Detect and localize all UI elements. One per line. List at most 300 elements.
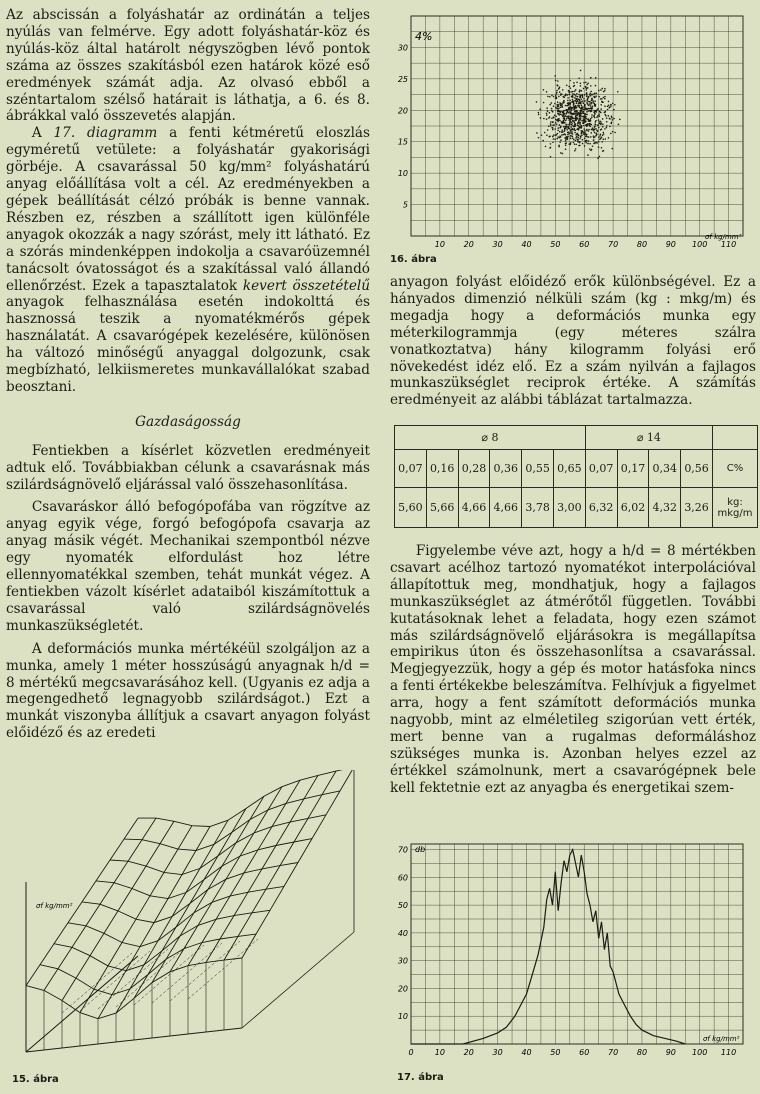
- data-point: [560, 113, 562, 115]
- data-point: [559, 111, 561, 113]
- results-table: [394, 425, 758, 528]
- data-point: [555, 80, 557, 82]
- text-run: anyagok felhasználása esetén indokolttá és hasznossá teszik a nyomatékmérős gépek használatát. A csavarógépek kezelésére, különösen ha változó minőségű anyaggal dolgozunk, csak megbízható, lelkiismeretes munkavállalókat szabad beosztani.: [6, 294, 370, 395]
- data-point: [565, 148, 567, 150]
- data-point: [552, 124, 554, 126]
- data-point: [600, 121, 602, 123]
- data-point: [610, 133, 612, 135]
- data-point: [538, 137, 540, 139]
- data-point: [591, 116, 593, 118]
- data-point: [576, 133, 578, 135]
- data-point: [572, 135, 574, 137]
- data-point: [559, 104, 561, 106]
- data-point: [610, 123, 612, 125]
- paragraph: Figyelembe véve azt, hogy a h/d = 8 mértékben csavart acélhoz tartozó nyomatékot interpolációval állapítottuk meg, mondhatjuk, hogy a fajlagos munkaszükséglet az átmérőtől független. További kutatásoknak lehet a feladata, hogy ezen számot más szilárdságnövelő eljárásokra is megállapítsa empirikus úton és összehasonlítsa a csavarással. Megjegyezzük, hogy a gép és motor hatásfoka nincs a fenti értékekbe beleszámítva. Felhívjuk a figyelmet arra, hogy a fent számított deformációs munka nagyobb, mint az elméletileg szigorúan vett érték, mert benne van a rugalmas deformáláshoz szükséges munka is. Azonban helyes ezzel az értékkel számolnunk, mert a csavarógépnek bele kell fektetnie ezt az anyagba és energetikai szem-: [390, 543, 756, 796]
- data-point: [608, 104, 610, 106]
- data-point: [588, 129, 590, 131]
- data-point: [572, 129, 574, 131]
- data-point: [581, 132, 583, 134]
- data-point: [590, 85, 592, 87]
- data-point: [605, 111, 607, 113]
- data-point: [558, 88, 560, 90]
- data-point: [564, 133, 566, 135]
- data-point: [608, 101, 610, 103]
- table-cell: 4,66: [490, 488, 522, 528]
- x-tick-label: 90: [665, 240, 676, 249]
- caption-17: 17. ábra: [397, 1072, 444, 1083]
- data-point: [571, 101, 573, 103]
- x-tick-label: 50: [550, 240, 561, 249]
- data-point: [579, 91, 581, 93]
- data-point: [570, 119, 572, 121]
- data-point: [582, 112, 584, 114]
- caption-15: 15. ábra: [12, 1074, 59, 1085]
- data-point: [580, 85, 582, 87]
- data-point: [576, 107, 578, 109]
- data-point: [579, 103, 581, 105]
- data-point: [565, 138, 567, 140]
- data-point: [584, 113, 586, 115]
- data-point: [565, 124, 567, 126]
- data-point: [573, 128, 575, 130]
- data-point: [595, 85, 597, 87]
- data-point: [554, 128, 556, 130]
- data-point: [536, 132, 538, 134]
- data-point: [568, 86, 570, 88]
- data-point: [543, 89, 545, 91]
- data-point: [619, 119, 621, 121]
- data-point: [559, 124, 561, 126]
- data-point: [587, 125, 589, 127]
- data-point: [551, 110, 553, 112]
- data-point: [590, 136, 592, 138]
- data-point: [572, 120, 574, 122]
- y-tick-label: 30: [397, 43, 408, 53]
- data-point: [594, 117, 596, 119]
- data-point: [610, 105, 612, 107]
- data-point: [569, 100, 571, 102]
- data-point: [564, 122, 566, 124]
- x-tick-label: 60: [579, 1048, 590, 1057]
- data-point: [574, 150, 576, 152]
- data-point: [594, 141, 596, 143]
- data-point: [575, 89, 577, 91]
- group-header-8: ⌀ 8: [395, 426, 586, 450]
- data-point: [585, 136, 587, 138]
- data-point: [568, 124, 570, 126]
- data-point: [580, 82, 582, 84]
- data-point: [570, 142, 572, 144]
- data-point: [578, 94, 580, 96]
- data-point: [582, 139, 584, 141]
- data-point: [549, 96, 551, 98]
- data-point: [581, 99, 583, 101]
- data-point: [538, 114, 540, 116]
- data-point: [546, 112, 548, 114]
- data-point: [583, 125, 585, 127]
- data-point: [546, 114, 548, 116]
- data-point: [574, 122, 576, 124]
- data-point: [568, 94, 570, 96]
- data-point: [592, 106, 594, 108]
- data-point: [586, 96, 588, 98]
- data-point: [569, 80, 571, 82]
- empty-cell: [712, 426, 757, 450]
- data-point: [589, 108, 591, 110]
- data-point: [585, 81, 587, 83]
- data-point: [609, 126, 611, 128]
- data-point: [572, 93, 574, 95]
- data-point: [561, 103, 563, 105]
- data-point: [568, 103, 570, 105]
- data-point: [556, 90, 558, 92]
- data-point: [581, 126, 583, 128]
- data-point: [567, 136, 569, 138]
- data-point: [584, 94, 586, 96]
- data-point: [584, 145, 586, 147]
- data-point: [606, 121, 608, 123]
- data-point: [584, 100, 586, 102]
- data-point: [600, 133, 602, 135]
- x-tick-label: 40: [521, 1048, 532, 1057]
- data-point: [594, 136, 596, 138]
- data-point: [598, 136, 600, 138]
- figure-15: [4, 770, 372, 1070]
- data-point: [594, 126, 596, 128]
- data-point: [605, 115, 607, 117]
- scatter-plot: [385, 6, 757, 268]
- data-point: [550, 143, 552, 145]
- data-point: [608, 115, 610, 117]
- text-run: A: [31, 125, 54, 142]
- data-point: [575, 110, 577, 112]
- data-point: [576, 139, 578, 141]
- data-point: [581, 110, 583, 112]
- table-cell: 0,56: [681, 450, 713, 488]
- x-tick-label: 10: [434, 240, 445, 249]
- data-point: [587, 118, 589, 120]
- data-point: [575, 95, 577, 97]
- data-point: [595, 77, 597, 79]
- data-point: [579, 122, 581, 124]
- data-point: [576, 82, 578, 84]
- data-point: [573, 103, 575, 105]
- data-point: [604, 90, 606, 92]
- surface-line: [188, 780, 300, 966]
- x-tick-label: 30: [492, 240, 503, 249]
- data-point: [594, 105, 596, 107]
- x-tick-label: 80: [636, 1048, 648, 1057]
- surface-line: [116, 820, 228, 1013]
- data-point: [570, 135, 572, 137]
- data-point: [603, 139, 605, 141]
- data-point: [599, 115, 601, 117]
- data-point: [602, 134, 604, 136]
- data-point: [556, 138, 558, 140]
- section-heading: Gazdaságosság: [135, 413, 241, 430]
- data-point: [546, 91, 548, 93]
- data-point: [575, 148, 577, 150]
- data-point: [598, 141, 600, 143]
- data-point: [594, 104, 596, 106]
- unit-cell: [712, 488, 757, 528]
- y-tick-label: 30: [397, 956, 408, 966]
- data-point: [553, 105, 555, 107]
- data-point: [582, 94, 584, 96]
- data-point: [578, 145, 580, 147]
- data-point: [553, 134, 555, 136]
- data-point: [569, 107, 571, 109]
- data-point: [557, 113, 559, 115]
- data-point: [578, 125, 580, 127]
- data-point: [562, 153, 564, 155]
- data-point: [580, 70, 582, 72]
- data-point: [553, 138, 555, 140]
- data-point: [580, 114, 582, 116]
- figure-17: [385, 836, 757, 1068]
- data-point: [570, 126, 572, 128]
- data-point: [586, 102, 588, 104]
- paragraph: Csavaráskor álló befogópofába van rögzítve az anyag egyik vége, forgó befogópofa csavarja az anyag másik végét. Mechanikai szempontból nézve egy nyomaték elfordulást hoz létre ellennyomatékkal szemben, tehát munkát végez. A fentiekben vázolt kísérlet adataiból kiszámítottuk a csavarással való szilárdságnövelés munkaszükségletét.: [6, 499, 370, 634]
- unit-top: kg:: [727, 496, 743, 508]
- data-point: [559, 102, 561, 104]
- data-point: [613, 109, 615, 111]
- corner-label: 4%: [415, 30, 433, 43]
- data-point: [608, 107, 610, 109]
- data-point: [560, 93, 562, 95]
- data-point: [604, 105, 606, 107]
- data-point: [612, 131, 614, 133]
- data-point: [553, 96, 555, 98]
- data-point: [554, 75, 556, 77]
- data-point: [580, 115, 582, 117]
- surface-line: [170, 787, 282, 972]
- data-point: [587, 83, 589, 85]
- data-point: [592, 94, 594, 96]
- data-point: [539, 108, 541, 110]
- surface-line: [206, 775, 318, 962]
- data-point: [557, 118, 559, 120]
- table-cell: 3,26: [681, 488, 713, 528]
- data-point: [574, 97, 576, 99]
- data-point: [585, 86, 587, 88]
- data-point: [570, 112, 572, 114]
- data-point: [570, 120, 572, 122]
- data-point: [587, 123, 589, 125]
- data-point: [565, 144, 567, 146]
- data-point: [589, 103, 591, 105]
- data-point: [568, 90, 570, 92]
- data-point: [565, 105, 567, 107]
- data-point: [582, 96, 584, 98]
- data-point: [595, 110, 597, 112]
- data-point: [571, 131, 573, 133]
- data-point: [588, 120, 590, 122]
- data-point: [585, 108, 587, 110]
- surface-line: [134, 809, 246, 999]
- y-tick-label: 10: [397, 1012, 408, 1022]
- data-point: [546, 107, 548, 109]
- data-point: [566, 126, 568, 128]
- data-point: [572, 137, 574, 139]
- data-point: [606, 117, 608, 119]
- data-point: [586, 84, 588, 86]
- x-tick-label: 90: [665, 1048, 676, 1057]
- data-point: [583, 128, 585, 130]
- right-column-top: [390, 274, 756, 409]
- data-point: [601, 147, 603, 149]
- data-point: [561, 134, 563, 136]
- data-point: [542, 140, 544, 142]
- surface-line: [124, 791, 340, 851]
- data-point: [589, 126, 591, 128]
- data-point: [589, 143, 591, 145]
- data-point: [576, 102, 578, 104]
- data-point: [583, 98, 585, 100]
- caption-16: 16. ábra: [390, 254, 437, 265]
- data-point: [565, 94, 567, 96]
- data-point: [582, 130, 584, 132]
- data-point: [591, 124, 593, 126]
- data-point: [570, 129, 572, 131]
- data-point: [574, 124, 576, 126]
- data-point: [589, 94, 591, 96]
- data-point: [604, 128, 606, 130]
- data-point: [586, 94, 588, 96]
- data-point: [593, 96, 595, 98]
- data-point: [601, 128, 603, 130]
- data-point: [552, 122, 554, 124]
- data-point: [565, 142, 567, 144]
- surface-line: [98, 827, 210, 1019]
- y-tick-label: 50: [397, 901, 408, 911]
- data-point: [581, 104, 583, 106]
- y-tick-label: 5: [402, 200, 408, 210]
- data-point: [549, 135, 551, 137]
- data-point: [589, 110, 591, 112]
- data-point: [554, 138, 556, 140]
- data-point: [597, 130, 599, 132]
- data-point: [609, 118, 611, 120]
- data-point: [595, 135, 597, 137]
- data-point: [556, 134, 558, 136]
- table-cell: 0,65: [553, 450, 585, 488]
- data-point: [570, 110, 572, 112]
- paragraph: Az abscissán a folyáshatár az ordinátán a teljes nyúlás van felmérve. Egy adott folyáshatár-köz és nyúlás-köz által határolt négyszögben lévő pontok száma az összes szakításból ezen határok közé eső eredmények számát adja. Az olvasó ebből a széntartalom szélső határait is láthatja, a 6. és 8. ábrákkal való összevetés alapján.: [6, 7, 370, 125]
- data-point: [595, 120, 597, 122]
- data-point: [558, 145, 560, 147]
- surface-line: [152, 796, 264, 982]
- data-point: [584, 118, 586, 120]
- data-point: [550, 156, 552, 158]
- data-point: [584, 105, 586, 107]
- data-point: [556, 123, 558, 125]
- data-point: [617, 91, 619, 93]
- table-cell: 0,28: [458, 450, 490, 488]
- data-point: [599, 156, 601, 158]
- data-point: [607, 109, 609, 111]
- data-point: [585, 140, 587, 142]
- data-point: [575, 118, 577, 120]
- unit-cell: C%: [712, 450, 757, 488]
- data-point: [591, 99, 593, 101]
- paragraph: A deformációs munka mértékéül szolgáljon az a munka, amely 1 méter hosszúságú anyagnak h/d = 8 mértékű megcsavarásához kell. (Ugyanis ez adja a megengedhető legnagyobb szilárdságot.) Ezt a munkát viszonyba állítjuk a csavart anyagon folyást előidéző és az eredeti: [6, 640, 370, 742]
- axis-unit: σf kg/mm²: [705, 233, 742, 241]
- data-point: [540, 117, 542, 119]
- data-point: [578, 77, 580, 79]
- data-point: [547, 96, 549, 98]
- data-point: [565, 120, 567, 122]
- data-point: [556, 92, 558, 94]
- data-point: [571, 118, 573, 120]
- x-tick-label: 100: [692, 1048, 708, 1057]
- data-point: [602, 123, 604, 125]
- data-point: [571, 115, 573, 117]
- data-point: [593, 135, 595, 137]
- data-point: [580, 94, 582, 96]
- figure-16: [385, 6, 757, 268]
- data-point: [592, 145, 594, 147]
- paragraph: [6, 125, 370, 396]
- data-point: [580, 101, 582, 103]
- data-point: [577, 135, 579, 137]
- data-point: [592, 100, 594, 102]
- left-column: [6, 7, 370, 742]
- text-run: a fenti kétméretű eloszlás egyméretű vetülete: a folyáshatár gyakorisági görbéje. A csavarással 50 kg/mm² folyáshatárú anyag előállítása volt a cél. Az eredményekben a gépek beállítását célzó próbák is benne vannak. Részben ez, részben a szállított igen különféle anyagok okozzák a nagy szórást, mely itt látható. Ez a szórás mindenképpen indokolja a csavaróüzemnél tanácsolt óvatosságot és a szakítással való állandó ellenőrzést. Ezek a tapasztalatok: [6, 125, 370, 294]
- data-point: [579, 106, 581, 108]
- data-point: [572, 133, 574, 135]
- data-point: [563, 126, 565, 128]
- data-point: [600, 104, 602, 106]
- data-point: [563, 97, 565, 99]
- data-point: [567, 97, 569, 99]
- data-point: [547, 110, 549, 112]
- table-cell: 0,07: [395, 450, 427, 488]
- data-point: [583, 82, 585, 84]
- data-point: [611, 116, 613, 118]
- data-point: [577, 117, 579, 119]
- data-point: [574, 106, 576, 108]
- paragraph: anyagon folyást előidéző erők különbségével. Ez a hányados dimenzió nélküli szám (kg : mkg/m) és megadja hogy a deformációs munka egy méterkilogrammja (egy méteres szálra vonatkoztatva) hány kilogramm folyási erő növekedést idéz elő. Ez a szám nyilván a fajlagos munkaszükséglet reciprok értéke. A számítás eredményeit az alábbi táblázat tartalmazza.: [390, 274, 756, 409]
- table-cell: 0,07: [585, 450, 617, 488]
- data-point: [605, 138, 607, 140]
- data-point: [541, 134, 543, 136]
- data-point: [596, 116, 598, 118]
- data-point: [585, 121, 587, 123]
- data-point: [558, 108, 560, 110]
- data-point: [570, 91, 572, 93]
- data-point: [596, 109, 598, 111]
- data-point: [581, 120, 583, 122]
- data-point: [595, 128, 597, 130]
- data-point: [551, 117, 553, 119]
- data-point: [573, 117, 575, 119]
- data-point: [590, 105, 592, 107]
- data-point: [611, 117, 613, 119]
- data-point: [599, 135, 601, 137]
- axis-unit: σf kg/mm²: [703, 1035, 740, 1043]
- data-point: [601, 98, 603, 100]
- data-point: [581, 135, 583, 137]
- data-point: [572, 91, 574, 93]
- data-point: [592, 127, 594, 129]
- data-point: [551, 127, 553, 129]
- data-point: [569, 128, 571, 130]
- data-point: [555, 122, 557, 124]
- data-point: [578, 129, 580, 131]
- x-tick-label: 50: [550, 1048, 561, 1057]
- data-point: [554, 103, 556, 105]
